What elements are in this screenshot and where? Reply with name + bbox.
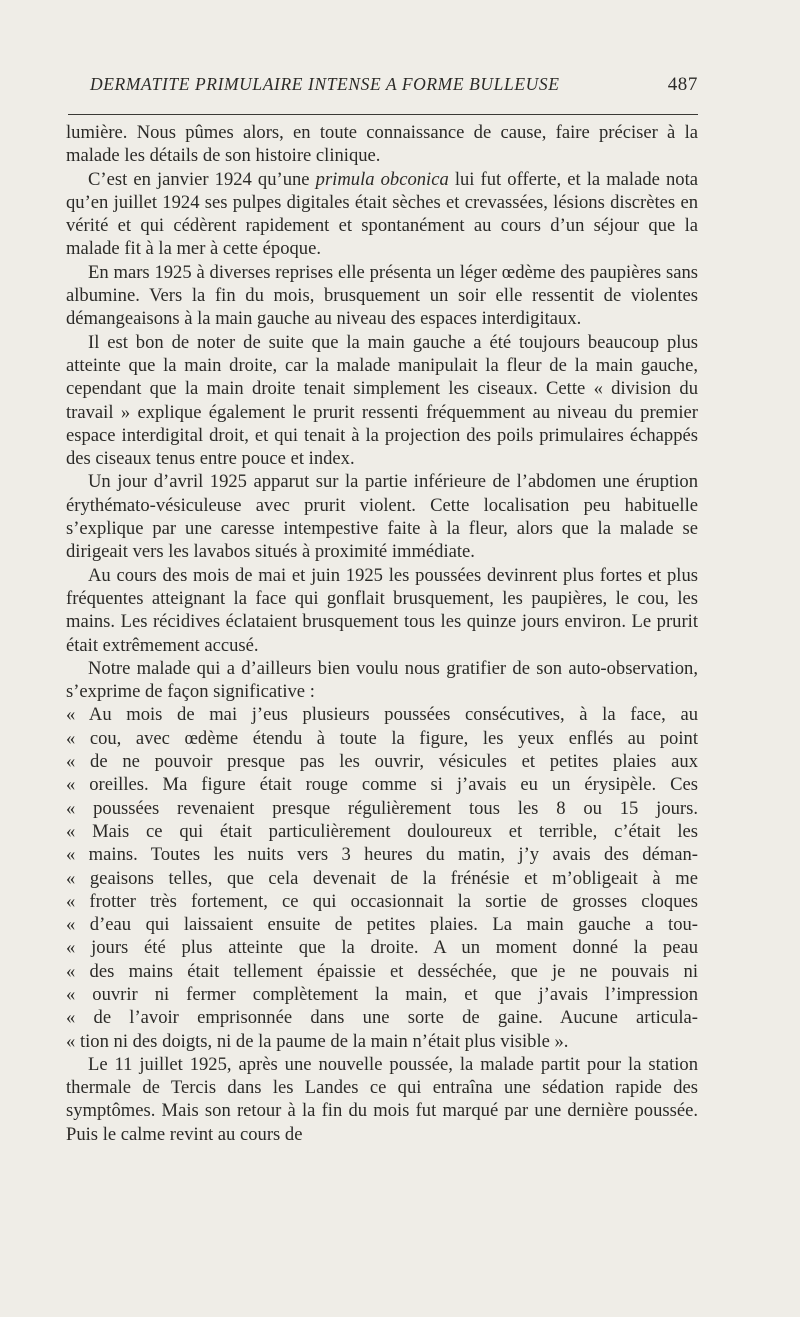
italic-plant-name: primula obconica [315, 168, 449, 190]
quote-line: « de ne pouvoir presque pas les ouvrir, vésicules et petites plaies aux [66, 751, 698, 773]
running-title: DERMATITE PRIMULAIRE INTENSE A FORME BULLEUSE [90, 74, 560, 94]
running-header [90, 74, 698, 104]
quote-line: « jours été plus atteinte que la droite. A un moment donné la peau [66, 937, 698, 959]
quote-line: « tion ni des doigts, ni de la paume de la main n’était plus visible ». [66, 1030, 569, 1052]
paragraph-continued: lumière. Nous pûmes alors, en toute connaissance de cause, faire préciser à la malade les détails de son histoire clinique. [66, 122, 698, 167]
quote-line: « frotter très fortement, ce qui occasionnait la sortie de grosses cloques [66, 890, 698, 912]
patient-quote [66, 703, 698, 1052]
quote-line: « Mais ce qui était particulièrement douloureux et terrible, c’était les [66, 820, 698, 842]
paragraph: Un jour d’avril 1925 apparut sur la partie inférieure de l’abdomen une éruption érythémato-vésiculeuse avec prurit violent. Cette localisation peu habituelle s’explique par une caresse intempestive faite à la fleur, alors que la malade se dirigeait vers les lavabos situés à proximité immédiate. [66, 471, 698, 563]
paragraph: Notre malade qui a d’ailleurs bien voulu nous gratifier de son auto-observation, s’exprime de façon significative : [66, 657, 698, 703]
paragraph: En mars 1925 à diverses reprises elle présenta un léger œdème des paupières sans albumine. Vers la fin du mois, brusquement un soir elle ressentit de violentes démangeaisons à la main gauche au niveau des espaces interdigitaux. [66, 261, 698, 330]
paragraph [66, 168, 698, 261]
quote-line: « mains. Toutes les nuits vers 3 heures du matin, j’y avais des déman- [66, 844, 698, 866]
quote-line: « de l’avoir emprisonnée dans une sorte de gaine. Aucune articula- [66, 1007, 698, 1029]
body-text [66, 121, 698, 1146]
paragraph-text: C’est en janvier 1924 qu’une [88, 168, 316, 190]
quote-line: « ouvrir ni fermer complètement la main, et que j’avais l’impression [66, 983, 698, 1005]
quote-line: « d’eau qui laissaient ensuite de petites plaies. La main gauche a tou- [66, 914, 698, 936]
paragraph-text: lui fut offerte, et la malade nota qu’en juillet 1924 ses pulpes digitales était sèches et crevassées, lésions discrètes en vérité et qui cédèrent rapidement et spontanément au cours d’un séjour que la malade fit à la mer à cette époque. [66, 168, 698, 260]
quote-line: « Au mois de mai j’eus plusieurs poussées consécutives, à la face, au [66, 704, 698, 726]
header-rule [68, 114, 698, 115]
quote-line: « geaisons telles, que cela devenait de la frénésie et m’obligeait à me [66, 867, 698, 889]
page-number: 487 [667, 74, 698, 95]
quote-line: « poussées revenaient presque régulièrement tous les 8 ou 15 jours. [66, 797, 698, 819]
paragraph: Il est bon de noter de suite que la main gauche a été toujours beaucoup plus atteinte que la main droite, car la malade manipulait la fleur de la main gauche, cependant que la main droite tenait simplement les ciseaux. Cette « division du travail » explique également le prurit ressenti fréquemment au niveau du premier espace interdigital droit, et qui tenait à la projection des poils primulaires échappés des ciseaux tenus entre pouce et index. [66, 331, 698, 470]
quote-line: « cou, avec œdème étendu à toute la figure, les yeux enflés au point [66, 727, 698, 749]
quote-line: « oreilles. Ma figure était rouge comme si j’avais eu un érysipèle. Ces [66, 774, 698, 796]
quote-line: « des mains était tellement épaissie et desséchée, que je ne pouvais ni [66, 960, 698, 982]
paragraph: Le 11 juillet 1925, après une nouvelle poussée, la malade partit pour la station thermale de Tercis dans les Landes ce qui entraîna une sédation rapide des symptômes. Mais son retour à la fin du mois fut marqué par une dernière poussée. Puis le calme revint au cours de [66, 1053, 698, 1145]
paragraph: Au cours des mois de mai et juin 1925 les poussées devinrent plus fortes et plus fréquentes atteignant la face qui gonflait brusquement, les paupières, le cou, les mains. Les récidives éclataient brusquement tous les quinze jours environ. Le prurit était extrêmement accusé. [66, 564, 698, 656]
